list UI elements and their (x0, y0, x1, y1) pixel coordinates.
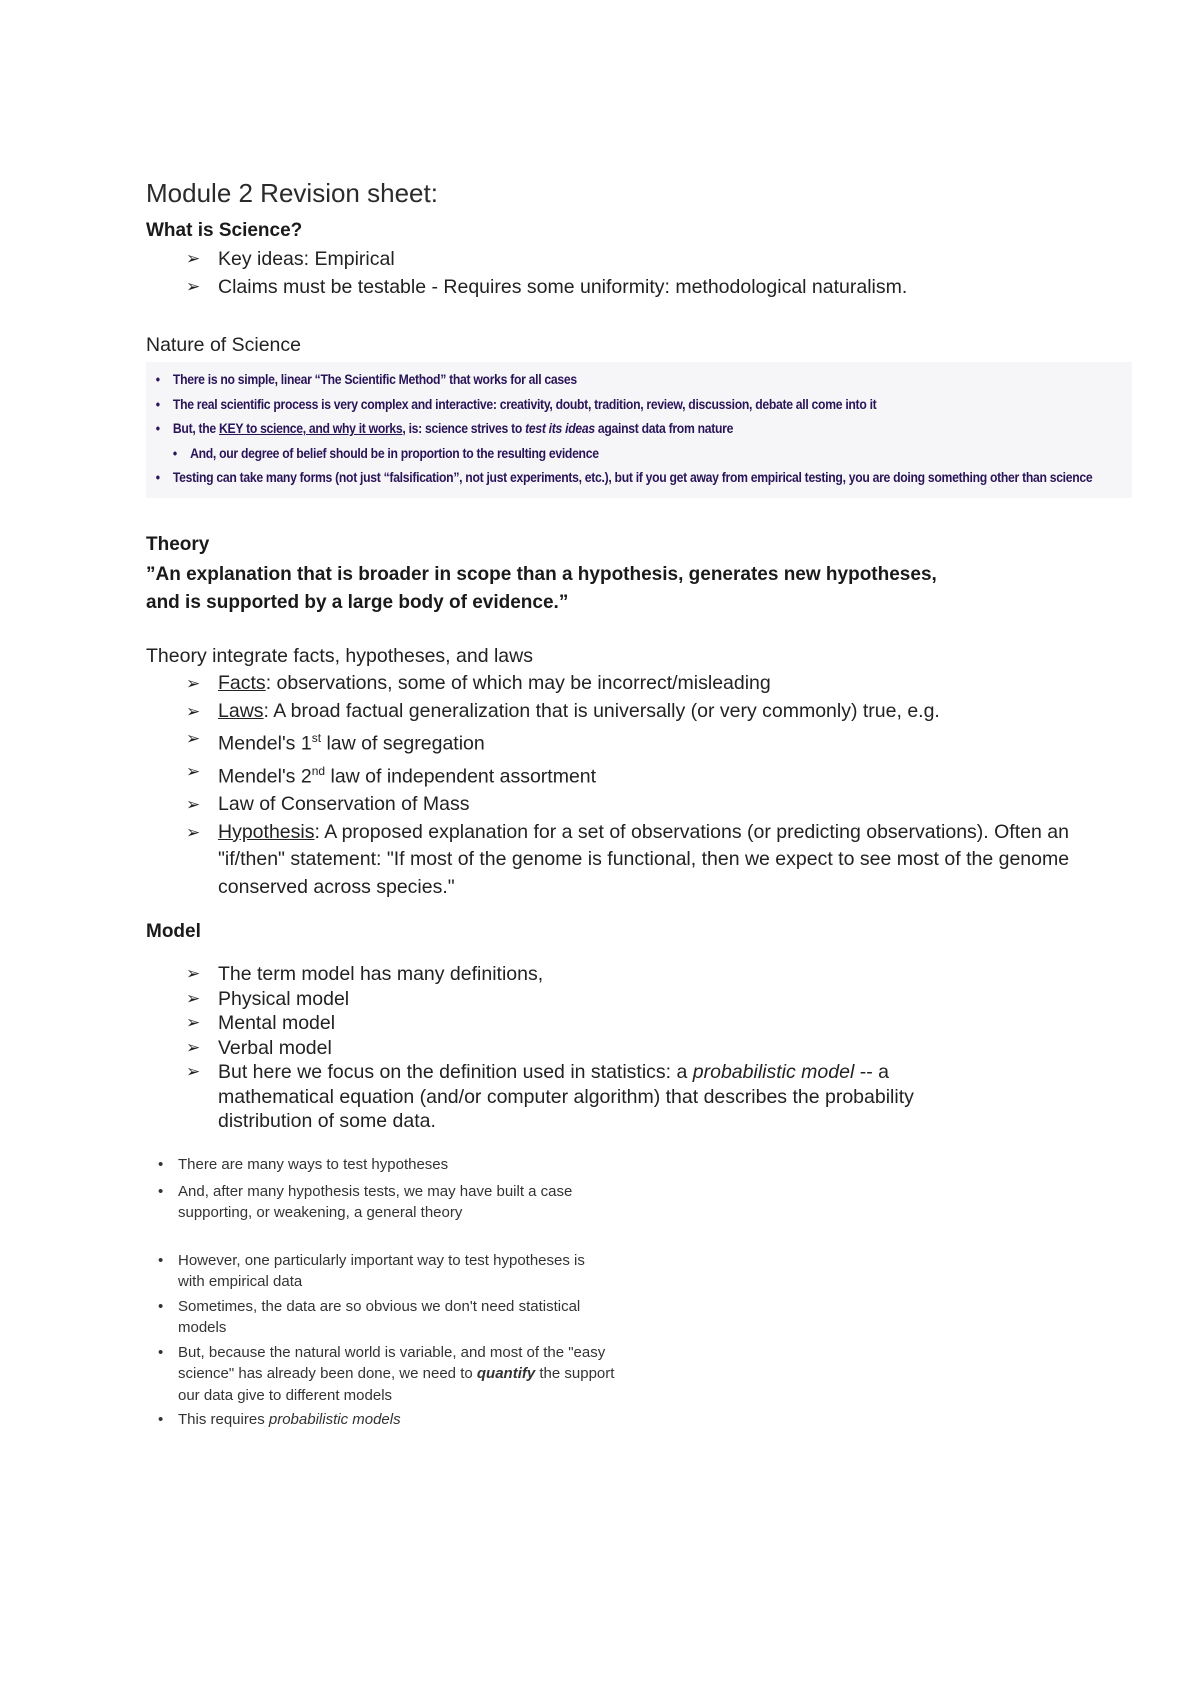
list-item: • But, the KEY to science, and why it works, is: science strives to test its ideas against data from nature (154, 417, 1134, 442)
list-item: • But, because the natural world is variable, and most of the "easy science" has already been done, we need to quantify the support our data give to different models (158, 1343, 615, 1404)
arrow-bullet-icon: ➢ (186, 964, 201, 983)
what-is-science-list (186, 245, 1086, 301)
test-its-ideas-italic: test its ideas (525, 421, 595, 437)
list-item: • And, our degree of belief should be in proportion to the resulting evidence (154, 442, 1134, 467)
arrow-bullet-icon: ➢ (186, 674, 201, 693)
list-item-text: Key ideas: Empirical (218, 248, 395, 270)
arrow-bullet-icon: ➢ (186, 1013, 201, 1032)
list-item: ➢ Hypothesis: A proposed explanation for a set of observations (or predicting observations). Often an "if/then" statement: "If most of the genome is functional, then we expect to see most of the genome conserved across species." (186, 820, 1070, 898)
list-item: • Sometimes, the data are so obvious we don't need statistical models (158, 1297, 581, 1336)
bullet-icon: • (155, 372, 160, 388)
bullet-icon: • (155, 421, 160, 437)
list-item: • There is no simple, linear “The Scientific Method” that works for all cases (154, 368, 1134, 393)
bullet-icon: • (158, 1182, 164, 1200)
page-title: Module 2 Revision sheet: (146, 178, 438, 208)
theory-definition-quote: ”An explanation that is broader in scope than a hypothesis, generates new hypotheses, and is supported by a large body of evidence.” (146, 564, 937, 613)
theory-heading: Theory (146, 534, 210, 555)
hypotheses-slide-points (156, 1154, 646, 1431)
list-item: ➢ Law of Conservation of Mass (186, 791, 1086, 819)
list-item: • Testing can take many forms (not just “falsification”, not just experiments, etc.), but if you get away from empirical testing, you are doing something other than science (154, 466, 1134, 491)
bullet-icon: • (158, 1343, 164, 1361)
laws-term: Laws (218, 699, 264, 722)
list-item: ➢ Laws: A broad factual generalization that is universally (or very commonly) true, e.g. (186, 698, 1086, 726)
arrow-bullet-icon: ➢ (186, 277, 201, 296)
facts-term: Facts (218, 672, 266, 694)
list-item: ➢ Physical model (186, 987, 350, 1010)
list-item: • And, after many hypothesis tests, we may have built a case supporting, or weakening, a general theory (158, 1182, 573, 1221)
theory-intro: Theory integrate facts, hypotheses, and laws (146, 645, 533, 667)
list-item: • There are many ways to test hypotheses (156, 1154, 646, 1176)
list-item: ➢ Facts: observations, some of which may be incorrect/misleading (186, 670, 1086, 698)
nature-of-science-heading: Nature of Science (146, 334, 302, 356)
arrow-bullet-icon: ➢ (186, 729, 201, 748)
bullet-icon: • (158, 1251, 164, 1269)
hypothesis-term: Hypothesis (218, 820, 315, 843)
model-heading: Model (146, 921, 201, 942)
bullet-icon: • (172, 445, 177, 462)
probabilistic-model-italic: probabilistic model (692, 1061, 855, 1083)
arrow-bullet-icon: ➢ (186, 249, 201, 268)
list-item: ➢ Mendel's 2nd law of independent assortment (186, 758, 1086, 791)
nature-of-science-slide-image (146, 362, 1132, 498)
bullet-icon: • (158, 1297, 164, 1315)
what-is-science-heading: What is Science? (146, 220, 303, 241)
list-item: ➢ Mendel's 1st law of segregation (186, 725, 1086, 758)
bullet-icon: • (155, 396, 160, 413)
bullet-icon: • (158, 1156, 164, 1173)
list-item: • This requires probabilistic models (156, 1409, 646, 1431)
quantify-italic: quantify (476, 1365, 536, 1382)
arrow-bullet-icon: ➢ (186, 988, 201, 1008)
arrow-bullet-icon: ➢ (186, 1037, 201, 1057)
list-item: ➢ But here we focus on the definition used in statistics: a probabilistic model -- a mathematical equation (and/or computer algorithm) that describes the probability distribution of some data. (186, 1061, 914, 1132)
nature-of-science-points (154, 368, 1134, 491)
model-list (186, 962, 1086, 1134)
arrow-bullet-icon: ➢ (186, 822, 201, 842)
list-item: • The real scientific process is very complex and interactive: creativity, doubt, tradition, review, discussion, debate all come into it (154, 393, 1134, 418)
arrow-bullet-icon: ➢ (186, 762, 201, 781)
arrow-bullet-icon: ➢ (186, 795, 201, 814)
list-item (186, 273, 1086, 301)
bullet-icon: • (158, 1411, 164, 1428)
list-item: ➢ Verbal model (186, 1036, 332, 1059)
key-to-science-underlined: KEY to science, and why it works (219, 421, 403, 437)
arrow-bullet-icon: ➢ (186, 701, 201, 721)
hypotheses-slide-image (146, 1152, 656, 1464)
probabilistic-models-italic: probabilistic models (268, 1411, 401, 1428)
bullet-icon: • (155, 470, 160, 486)
list-item-text: Claims must be testable - Requires some uniformity: methodological naturalism. (218, 276, 908, 298)
list-item (186, 245, 1086, 273)
list-item: • However, one particularly important way to test hypotheses is with empirical data (158, 1251, 585, 1290)
arrow-bullet-icon: ➢ (186, 1062, 201, 1081)
list-item: ➢ Mental model (186, 1012, 336, 1034)
theory-list (186, 670, 1086, 901)
list-item: ➢ The term model has many definitions, (186, 963, 544, 985)
